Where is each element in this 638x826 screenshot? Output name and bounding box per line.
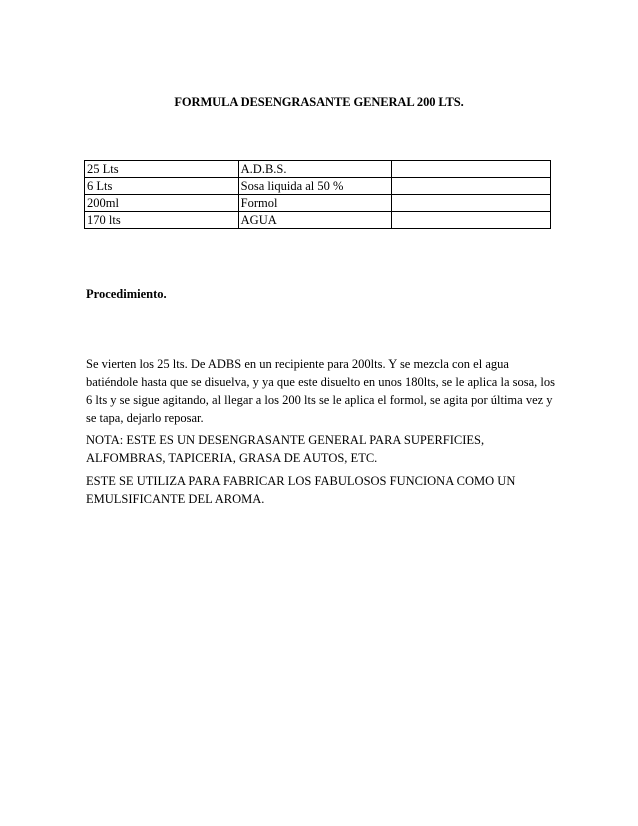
quantity-cell: 25 Lts — [85, 161, 239, 178]
ingredient-cell: A.D.B.S. — [238, 161, 392, 178]
table-row — [85, 212, 551, 229]
ingredient-cell: Sosa liquida al 50 % — [238, 178, 392, 195]
table-row — [85, 161, 551, 178]
extra-cell — [392, 212, 551, 229]
table-row — [85, 195, 551, 212]
document-title: FORMULA DESENGRASANTE GENERAL 200 LTS. — [174, 95, 464, 109]
ingredient-cell: AGUA — [238, 212, 392, 229]
quantity-cell: 6 Lts — [85, 178, 239, 195]
extra-cell — [392, 195, 551, 212]
note-paragraph: NOTA: ESTE ES UN DESENGRASANTE GENERAL PARA SUPERFICIES, ALFOMBRAS, TAPICERIA, GRASA DE AUTOS, ETC. — [86, 433, 485, 465]
table-row — [85, 178, 551, 195]
quantity-cell: 200ml — [85, 195, 239, 212]
formula-table — [84, 160, 551, 229]
usage-paragraph: ESTE SE UTILIZA PARA FABRICAR LOS FABULOSOS FUNCIONA COMO UN EMULSIFICANTE DEL AROMA. — [86, 474, 516, 506]
extra-cell — [392, 178, 551, 195]
extra-cell — [392, 161, 551, 178]
quantity-cell: 170 lts — [85, 212, 239, 229]
procedure-heading: Procedimiento. — [86, 287, 167, 301]
ingredient-cell: Formol — [238, 195, 392, 212]
procedure-paragraph: Se vierten los 25 lts. De ADBS en un recipiente para 200lts. Y se mezcla con el agua batiéndole hasta que se disuelva, y ya que este disuelto en unos 180lts, se le aplica la sosa, los 6 lts y se sigue agitando, al llegar a los 200 lts se le aplica el formol, se agita por última vez y se tapa, dejarlo reposar. — [86, 357, 555, 425]
